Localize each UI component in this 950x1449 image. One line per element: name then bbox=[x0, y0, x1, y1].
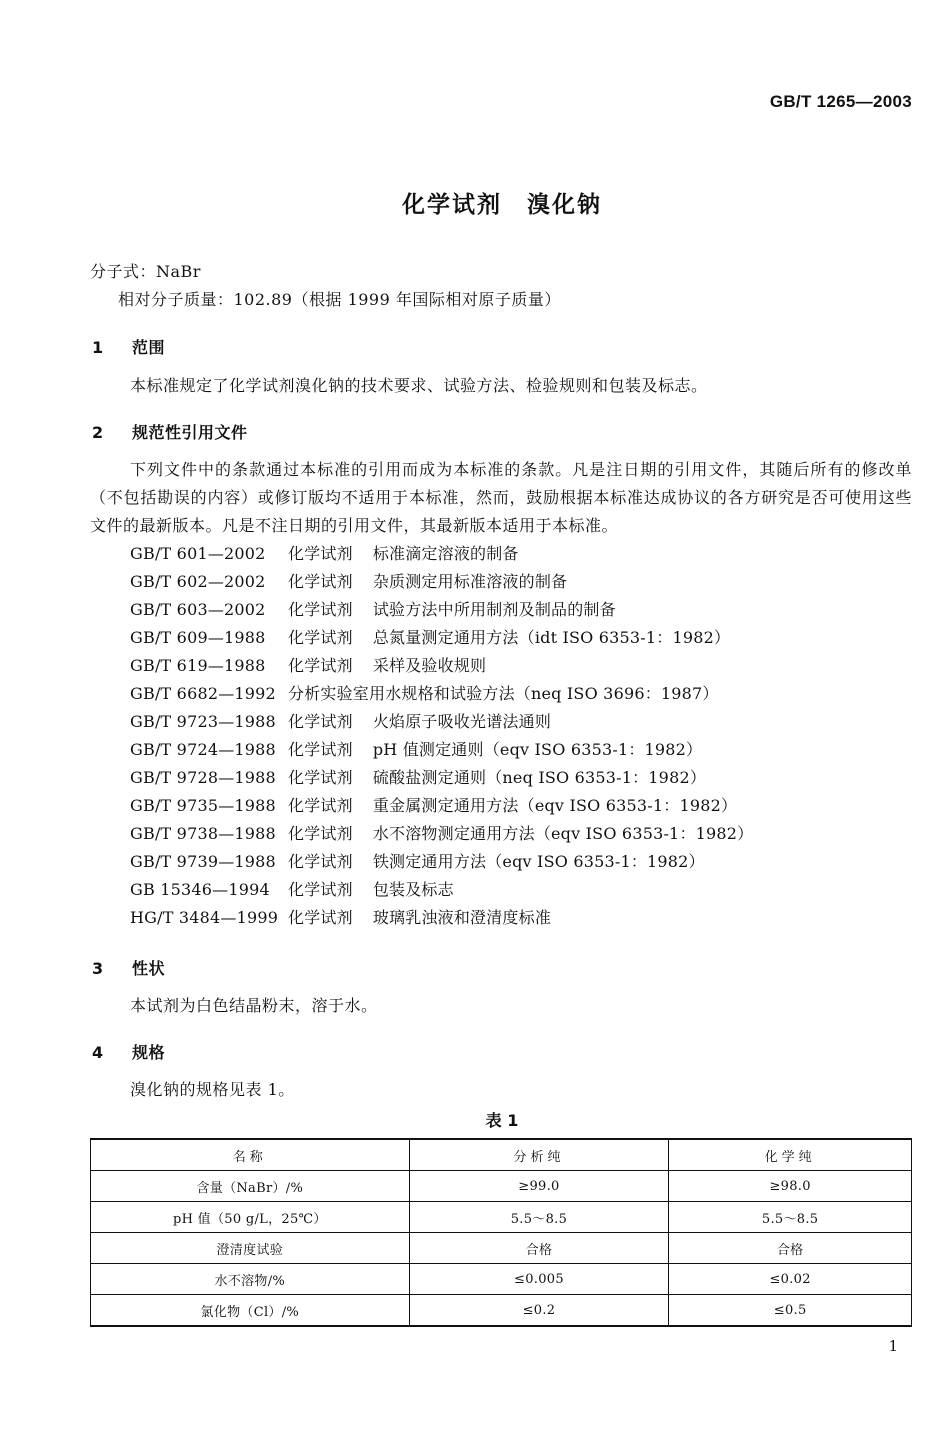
reference-code: GB/T 601—2002 bbox=[130, 544, 266, 563]
reference-item bbox=[130, 820, 753, 848]
reference-code: GB/T 9724—1988 bbox=[130, 740, 276, 759]
table-cell: ≤0.005 bbox=[409, 1264, 669, 1295]
table-cell: 澄清度试验 bbox=[91, 1233, 410, 1264]
reference-category: 化学试剂 bbox=[288, 880, 353, 899]
reference-title: 标准滴定溶液的制备 bbox=[372, 544, 519, 563]
reference-item bbox=[130, 876, 753, 904]
reference-code: GB/T 9739—1988 bbox=[130, 852, 276, 871]
table-cell: ≥99.0 bbox=[409, 1171, 669, 1202]
section-1-heading bbox=[92, 335, 165, 358]
section-title: 规范性引用文件 bbox=[132, 423, 248, 442]
reference-code: GB/T 619—1988 bbox=[130, 656, 266, 675]
reference-title: 重金属测定通用方法（eqv ISO 6353-1：1982） bbox=[372, 796, 738, 815]
table-cell: 含量（NaBr）/% bbox=[91, 1171, 410, 1202]
reference-title: 水不溶物测定通用方法（eqv ISO 6353-1：1982） bbox=[372, 824, 754, 843]
section-1-text: 本标准规定了化学试剂溴化钠的技术要求、试验方法、检验规则和包装及标志。 bbox=[130, 376, 708, 395]
reference-item bbox=[130, 568, 753, 596]
table-cell: 水不溶物/% bbox=[91, 1264, 410, 1295]
table-row bbox=[91, 1202, 912, 1233]
specification-table bbox=[90, 1138, 912, 1327]
molecular-formula: 分子式：NaBr bbox=[90, 262, 201, 281]
reference-category: 化学试剂 bbox=[288, 908, 353, 927]
reference-item bbox=[130, 680, 753, 708]
section-2-heading bbox=[92, 420, 248, 443]
reference-title: 包装及标志 bbox=[372, 880, 454, 899]
section-number: 3 bbox=[92, 959, 104, 978]
reference-category: 化学试剂 bbox=[288, 600, 353, 619]
reference-code: GB/T 9738—1988 bbox=[130, 824, 276, 843]
table-cell: 合格 bbox=[669, 1233, 912, 1264]
reference-title: 采样及验收规则 bbox=[372, 656, 487, 675]
reference-category: 分析实验室用水规格和试验方法（neq ISO 3696：1987） bbox=[288, 684, 719, 703]
section-number: 4 bbox=[92, 1043, 104, 1062]
standard-code: GB/T 1265—2003 bbox=[769, 92, 912, 111]
reference-title: 试验方法中所用制剂及制品的制备 bbox=[372, 600, 616, 619]
reference-code: GB/T 609—1988 bbox=[130, 628, 266, 647]
document-title: 化学试剂 溴化钠 bbox=[402, 192, 602, 218]
table-cell: pH 值（50 g/L，25℃） bbox=[91, 1202, 410, 1233]
reference-item bbox=[130, 596, 753, 624]
section-title: 范围 bbox=[132, 338, 166, 357]
reference-category: 化学试剂 bbox=[288, 572, 353, 591]
table-cell: 5.5～8.5 bbox=[409, 1202, 669, 1233]
reference-code: GB/T 9735—1988 bbox=[130, 796, 276, 815]
molecular-mass: 相对分子质量：102.89（根据 1999 年国际相对原子质量） bbox=[118, 290, 561, 309]
reference-code: GB/T 6682—1992 bbox=[130, 684, 276, 703]
reference-category: 化学试剂 bbox=[288, 824, 353, 843]
column-header-chemical: 化学纯 bbox=[669, 1139, 912, 1171]
reference-list bbox=[130, 540, 753, 932]
table-cell: 氯化物（Cl）/% bbox=[91, 1295, 410, 1327]
section-3-text: 本试剂为白色结晶粉末，溶于水。 bbox=[130, 996, 378, 1015]
table-row bbox=[91, 1295, 912, 1327]
reference-category: 化学试剂 bbox=[288, 740, 353, 759]
reference-item bbox=[130, 708, 753, 736]
reference-title: 火焰原子吸收光谱法通则 bbox=[372, 712, 552, 731]
reference-title: pH 值测定通则（eqv ISO 6353-1：1982） bbox=[372, 740, 703, 759]
reference-category: 化学试剂 bbox=[288, 852, 353, 871]
reference-category: 化学试剂 bbox=[288, 544, 353, 563]
reference-category: 化学试剂 bbox=[288, 628, 353, 647]
column-header-name: 名称 bbox=[91, 1139, 410, 1171]
section-title: 性状 bbox=[132, 959, 166, 978]
section-2-text: 下列文件中的条款通过本标准的引用而成为本标准的条款。凡是注日期的引用文件，其随后所有的修改单（不包括勘误的内容）或修订版均不适用于本标准，然而，鼓励根据本标准达成协议的各方研究是否可使用这些文件的最新版本。凡是不注日期的引用文件，其最新版本适用于本标准。 bbox=[90, 460, 912, 535]
section-3-heading bbox=[92, 956, 165, 979]
table-cell: ≤0.5 bbox=[669, 1295, 912, 1327]
table-row bbox=[91, 1171, 912, 1202]
table-header-row bbox=[91, 1139, 912, 1171]
reference-category: 化学试剂 bbox=[288, 712, 353, 731]
table-caption: 表 1 bbox=[485, 1111, 519, 1130]
reference-code: GB/T 9723—1988 bbox=[130, 712, 276, 731]
reference-category: 化学试剂 bbox=[288, 656, 353, 675]
reference-item bbox=[130, 904, 753, 932]
reference-item bbox=[130, 848, 753, 876]
reference-title: 硫酸盐测定通则（neq ISO 6353-1：1982） bbox=[372, 768, 707, 787]
reference-item bbox=[130, 624, 753, 652]
reference-item bbox=[130, 652, 753, 680]
reference-code: GB/T 603—2002 bbox=[130, 600, 266, 619]
section-number: 2 bbox=[92, 423, 104, 442]
reference-code: HG/T 3484—1999 bbox=[130, 908, 279, 927]
reference-code: GB/T 602—2002 bbox=[130, 572, 266, 591]
reference-code: GB/T 9728—1988 bbox=[130, 768, 276, 787]
reference-item bbox=[130, 736, 753, 764]
table-cell: 合格 bbox=[409, 1233, 669, 1264]
table-cell: 5.5～8.5 bbox=[669, 1202, 912, 1233]
reference-title: 玻璃乳浊液和澄清度标准 bbox=[372, 908, 552, 927]
table-cell: ≥98.0 bbox=[669, 1171, 912, 1202]
table-row bbox=[91, 1264, 912, 1295]
reference-category: 化学试剂 bbox=[288, 796, 353, 815]
page-number: 1 bbox=[888, 1337, 898, 1355]
column-header-analytical: 分析纯 bbox=[409, 1139, 669, 1171]
reference-item bbox=[130, 792, 753, 820]
reference-item bbox=[130, 764, 753, 792]
table-cell: ≤0.2 bbox=[409, 1295, 669, 1327]
reference-code: GB 15346—1994 bbox=[130, 880, 270, 899]
section-4-heading bbox=[92, 1040, 165, 1063]
reference-category: 化学试剂 bbox=[288, 768, 353, 787]
reference-title: 杂质测定用标准溶液的制备 bbox=[372, 572, 568, 591]
table-cell: ≤0.02 bbox=[669, 1264, 912, 1295]
section-title: 规格 bbox=[132, 1043, 166, 1062]
section-4-text: 溴化钠的规格见表 1。 bbox=[130, 1080, 295, 1099]
reference-title: 铁测定通用方法（eqv ISO 6353-1：1982） bbox=[372, 852, 705, 871]
section-number: 1 bbox=[92, 338, 104, 357]
reference-item bbox=[130, 540, 753, 568]
reference-title: 总氮量测定通用方法（idt ISO 6353-1：1982） bbox=[372, 628, 731, 647]
table-row bbox=[91, 1233, 912, 1264]
